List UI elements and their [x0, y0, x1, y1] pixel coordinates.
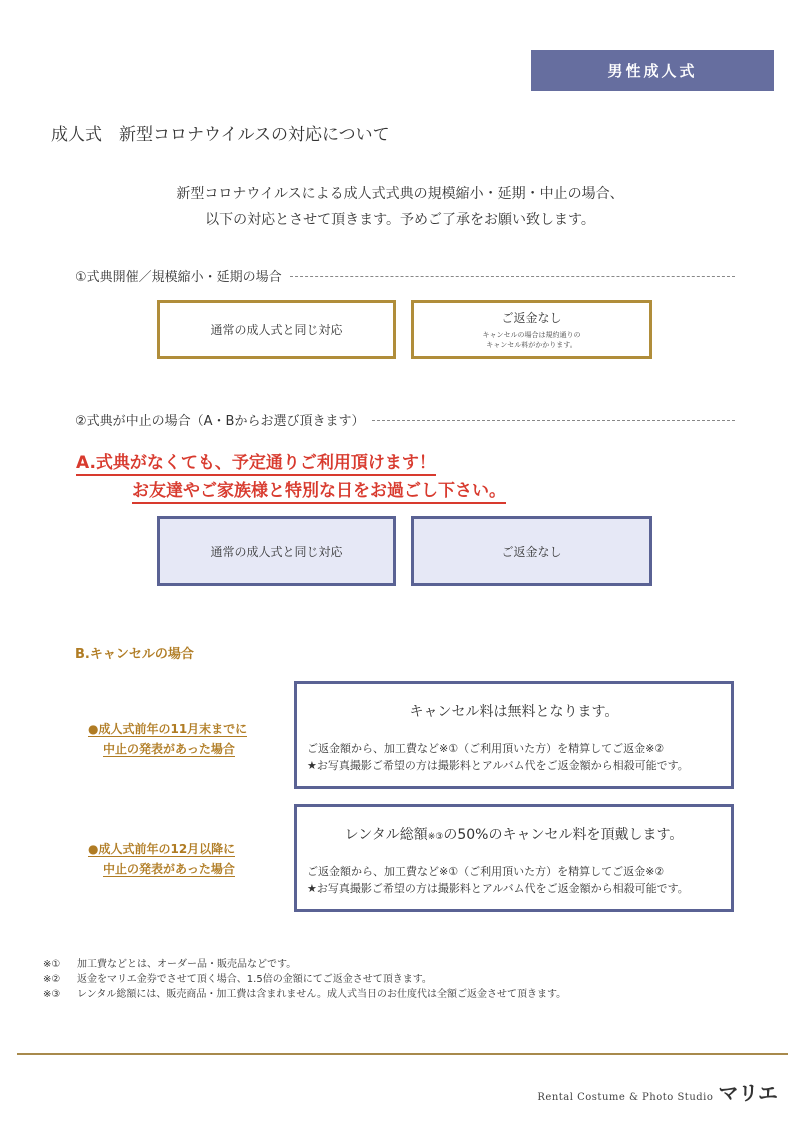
section2-box-left: [157, 516, 396, 586]
box-left-label: 通常の成人式と同じ対応: [210, 323, 343, 337]
bullet-icon: ●: [88, 842, 99, 856]
footer-divider: [17, 1053, 788, 1055]
case1-cond-line2: 中止の発表があった場合: [103, 742, 235, 756]
footnote-text: レンタル総額には、販売商品・加工費は含まれません。成人式当日のお仕度代は全額ご返金させて頂きます。: [77, 989, 567, 1000]
footnote-3: [43, 987, 566, 1002]
footnote-2: [43, 972, 432, 987]
section1-box-left: [157, 300, 396, 359]
option-b-title: B.キャンセルの場合: [75, 647, 194, 662]
box-right-label: ご返金なし: [501, 544, 562, 559]
case1-line1: ご返金額から、加工費など※①（ご利用頂いた方）を精算してご返金※②: [307, 742, 665, 755]
section2-heading: [75, 410, 735, 429]
category-tag: 男性成人式: [531, 50, 774, 91]
case2-head: [307, 824, 721, 844]
case2-condition: [88, 839, 235, 879]
case2-line1: ご返金額から、加工費など※①（ご利用頂いた方）を精算してご返金※②: [307, 865, 665, 878]
dashed-rule: [372, 420, 735, 421]
section2-heading-text: ②式典が中止の場合（A・Bからお選び頂きます）: [75, 414, 365, 429]
case1-head: キャンセル料は無料となります。: [409, 704, 619, 720]
case2-head-c: の50%のキャンセル料を頂戴します。: [443, 827, 684, 843]
case2-cond-line2: 中止の発表があった場合: [103, 862, 235, 876]
case2-box: [294, 804, 734, 912]
case1-box: [294, 681, 734, 789]
intro-line-1: 新型コロナウイルスによる成人式式典の規模縮小・延期・中止の場合、: [176, 186, 624, 202]
intro-line-2: 以下の対応とさせて頂きます。予めご了承をお願い致します。: [205, 212, 595, 228]
case2-head-a: レンタル総額: [344, 827, 428, 843]
option-a-line-2: お友達やご家族様と特別な日をお過ごし下さい。: [132, 476, 506, 504]
box-right-sub2: キャンセル料がかかります。: [486, 341, 577, 349]
case1-line2: ★お写真撮影ご希望の方は撮影料とアルバム代をご返金額から相殺可能です。: [307, 759, 689, 772]
section1-heading: [75, 266, 735, 285]
option-a-line-1: A.式典がなくても、予定通りご利用頂けます！: [76, 448, 436, 476]
section2-box-right: [411, 516, 652, 586]
bullet-icon: ●: [88, 722, 99, 736]
footer-brand: [537, 1077, 778, 1106]
page-title: 成人式 新型コロナウイルスの対応について: [51, 125, 390, 145]
case1-condition: [88, 719, 247, 759]
footnote-mark: ※①: [43, 959, 61, 970]
case2-head-note: ※③: [427, 832, 444, 842]
case2-line2: ★お写真撮影ご希望の方は撮影料とアルバム代をご返金額から相殺可能です。: [307, 882, 689, 895]
dashed-rule: [290, 276, 735, 277]
brand-tagline: Rental Costume & Photo Studio: [537, 1092, 714, 1103]
box-left-label: 通常の成人式と同じ対応: [210, 544, 343, 559]
footnote-text: 加工費などとは、オーダー品・販売品などです。: [77, 959, 297, 970]
footnote-1: [43, 957, 296, 972]
section1-heading-text: ①式典開催／規模縮小・延期の場合: [75, 270, 282, 285]
section1-box-right: [411, 300, 652, 359]
brand-logo: マリエ: [718, 1081, 778, 1105]
case1-cond-line1: 成人式前年の11月末までに: [98, 722, 248, 736]
footnote-mark: ※②: [43, 974, 61, 985]
footnote-text: 返金をマリエ金券でさせて頂く場合、1.5倍の金額にてご返金させて頂きます。: [77, 974, 432, 985]
case2-cond-line1: 成人式前年の12月以降に: [98, 842, 236, 856]
box-right-title: ご返金なし: [501, 311, 562, 325]
footnote-mark: ※③: [43, 989, 61, 1000]
box-right-sub1: キャンセルの場合は規約通りの: [482, 331, 581, 339]
